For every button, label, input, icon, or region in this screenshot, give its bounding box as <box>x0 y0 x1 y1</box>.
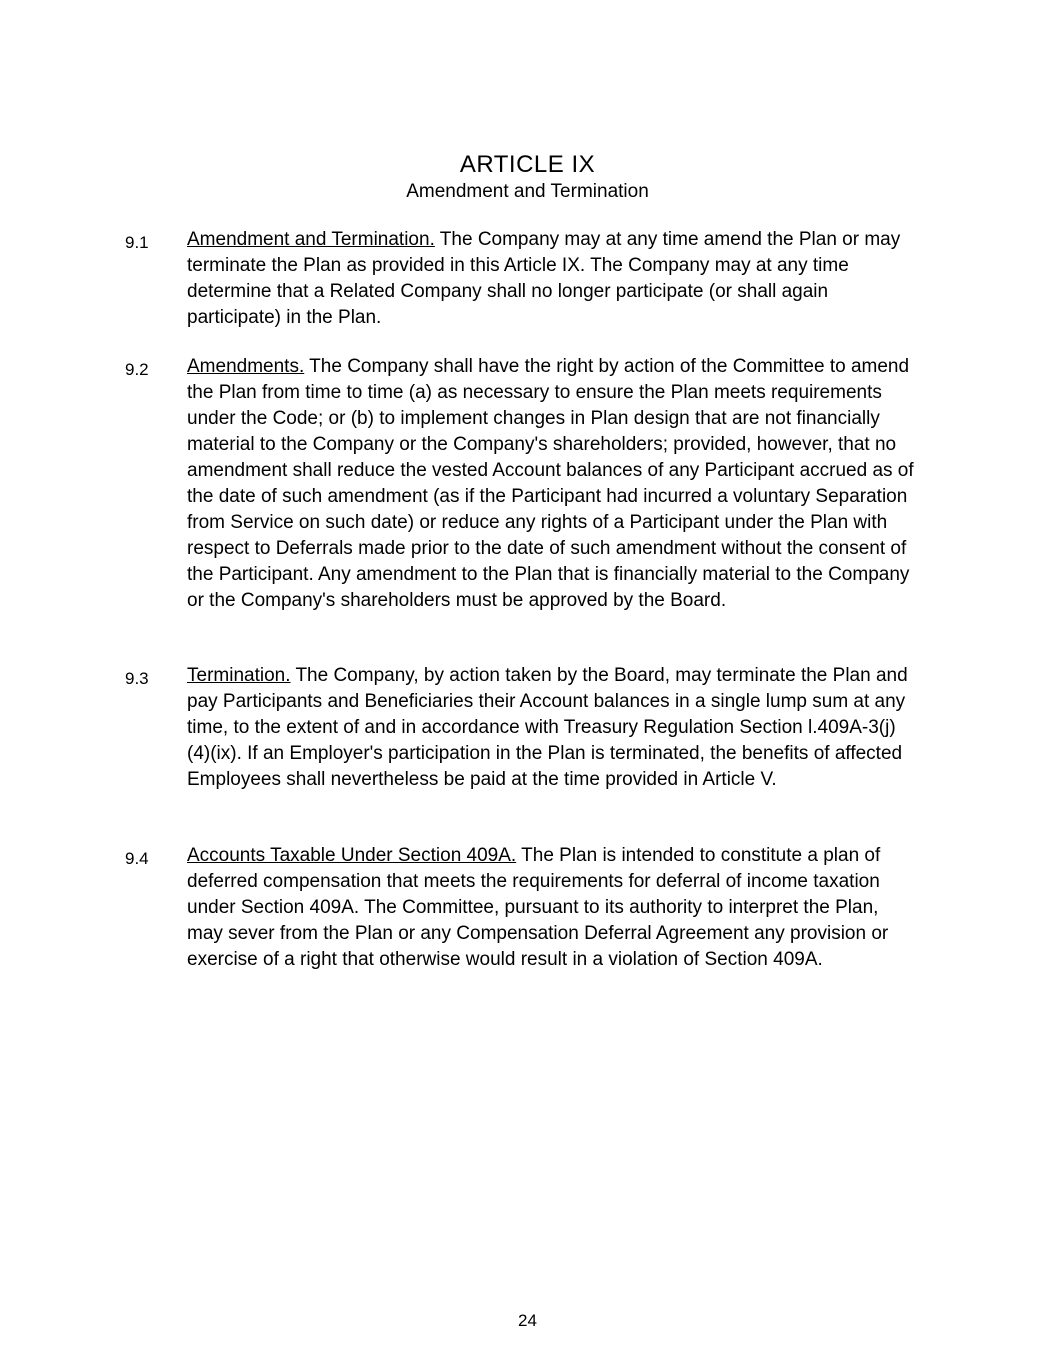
article-subtitle: Amendment and Termination <box>406 181 649 202</box>
section-number: 9.1 <box>125 233 149 252</box>
section-body <box>187 227 917 331</box>
section-text: The Company shall have the right by action of the Committee to amend the Plan from time to time (a) as necessary to ensure the Plan meets requirements under the Code; or (b) to implement changes in Plan design that are not financially material to the Company or the Company's shareholders; provided, however, that no amendment shall reduce the vested Account balances of any Participant accrued as of the date of such amendment (as if the Participant had incurred a voluntary Separation from Service on such date) or reduce any rights of a Participant under the Plan with respect to Deferrals made prior to the date of such amendment without the consent of the Participant. Any amendment to the Plan that is financially material to the Company or the Company's shareholders must be approved by the Board. <box>187 356 914 611</box>
section-text: The Plan is intended to constitute a plan of deferred compensation that meets the requirements for deferral of income taxation under Section 409A. The Committee, pursuant to its authority to interpret the Plan, may sever from the Plan or any Compensation Deferral Agreement any provision or exercise of a right that otherwise would result in a violation of Section 409A. <box>187 845 889 970</box>
section-heading: Termination. <box>187 665 291 686</box>
article-title: ARTICLE IX <box>459 151 596 178</box>
section-body <box>187 663 917 793</box>
section-text: The Company, by action taken by the Board, may terminate the Plan and pay Participants and Beneficiaries their Account balances in a single lump sum at any time, to the extent of and in accordance with Treasury Regulation Section l.409A-3(j)(4)(ix). If an Employer's participation in the Plan is terminated, the benefits of affected Employees shall nevertheless be paid at the time provided in Article V. <box>187 665 908 790</box>
section-heading: Amendment and Termination. <box>187 229 435 250</box>
page-number: 24 <box>518 1311 537 1330</box>
section-text: The Company may at any time amend the Plan or may terminate the Plan as provided in this Article IX. The Company may at any time determine that a Related Company shall no longer participate (or shall again participate) in the Plan. <box>187 229 901 328</box>
section-heading: Accounts Taxable Under Section 409A. <box>187 845 517 866</box>
section-body <box>187 843 917 973</box>
section-body <box>187 354 917 614</box>
section-number: 9.2 <box>125 360 149 379</box>
section-number: 9.4 <box>125 849 149 868</box>
section-number: 9.3 <box>125 669 149 688</box>
section-heading: Amendments. <box>187 356 305 377</box>
